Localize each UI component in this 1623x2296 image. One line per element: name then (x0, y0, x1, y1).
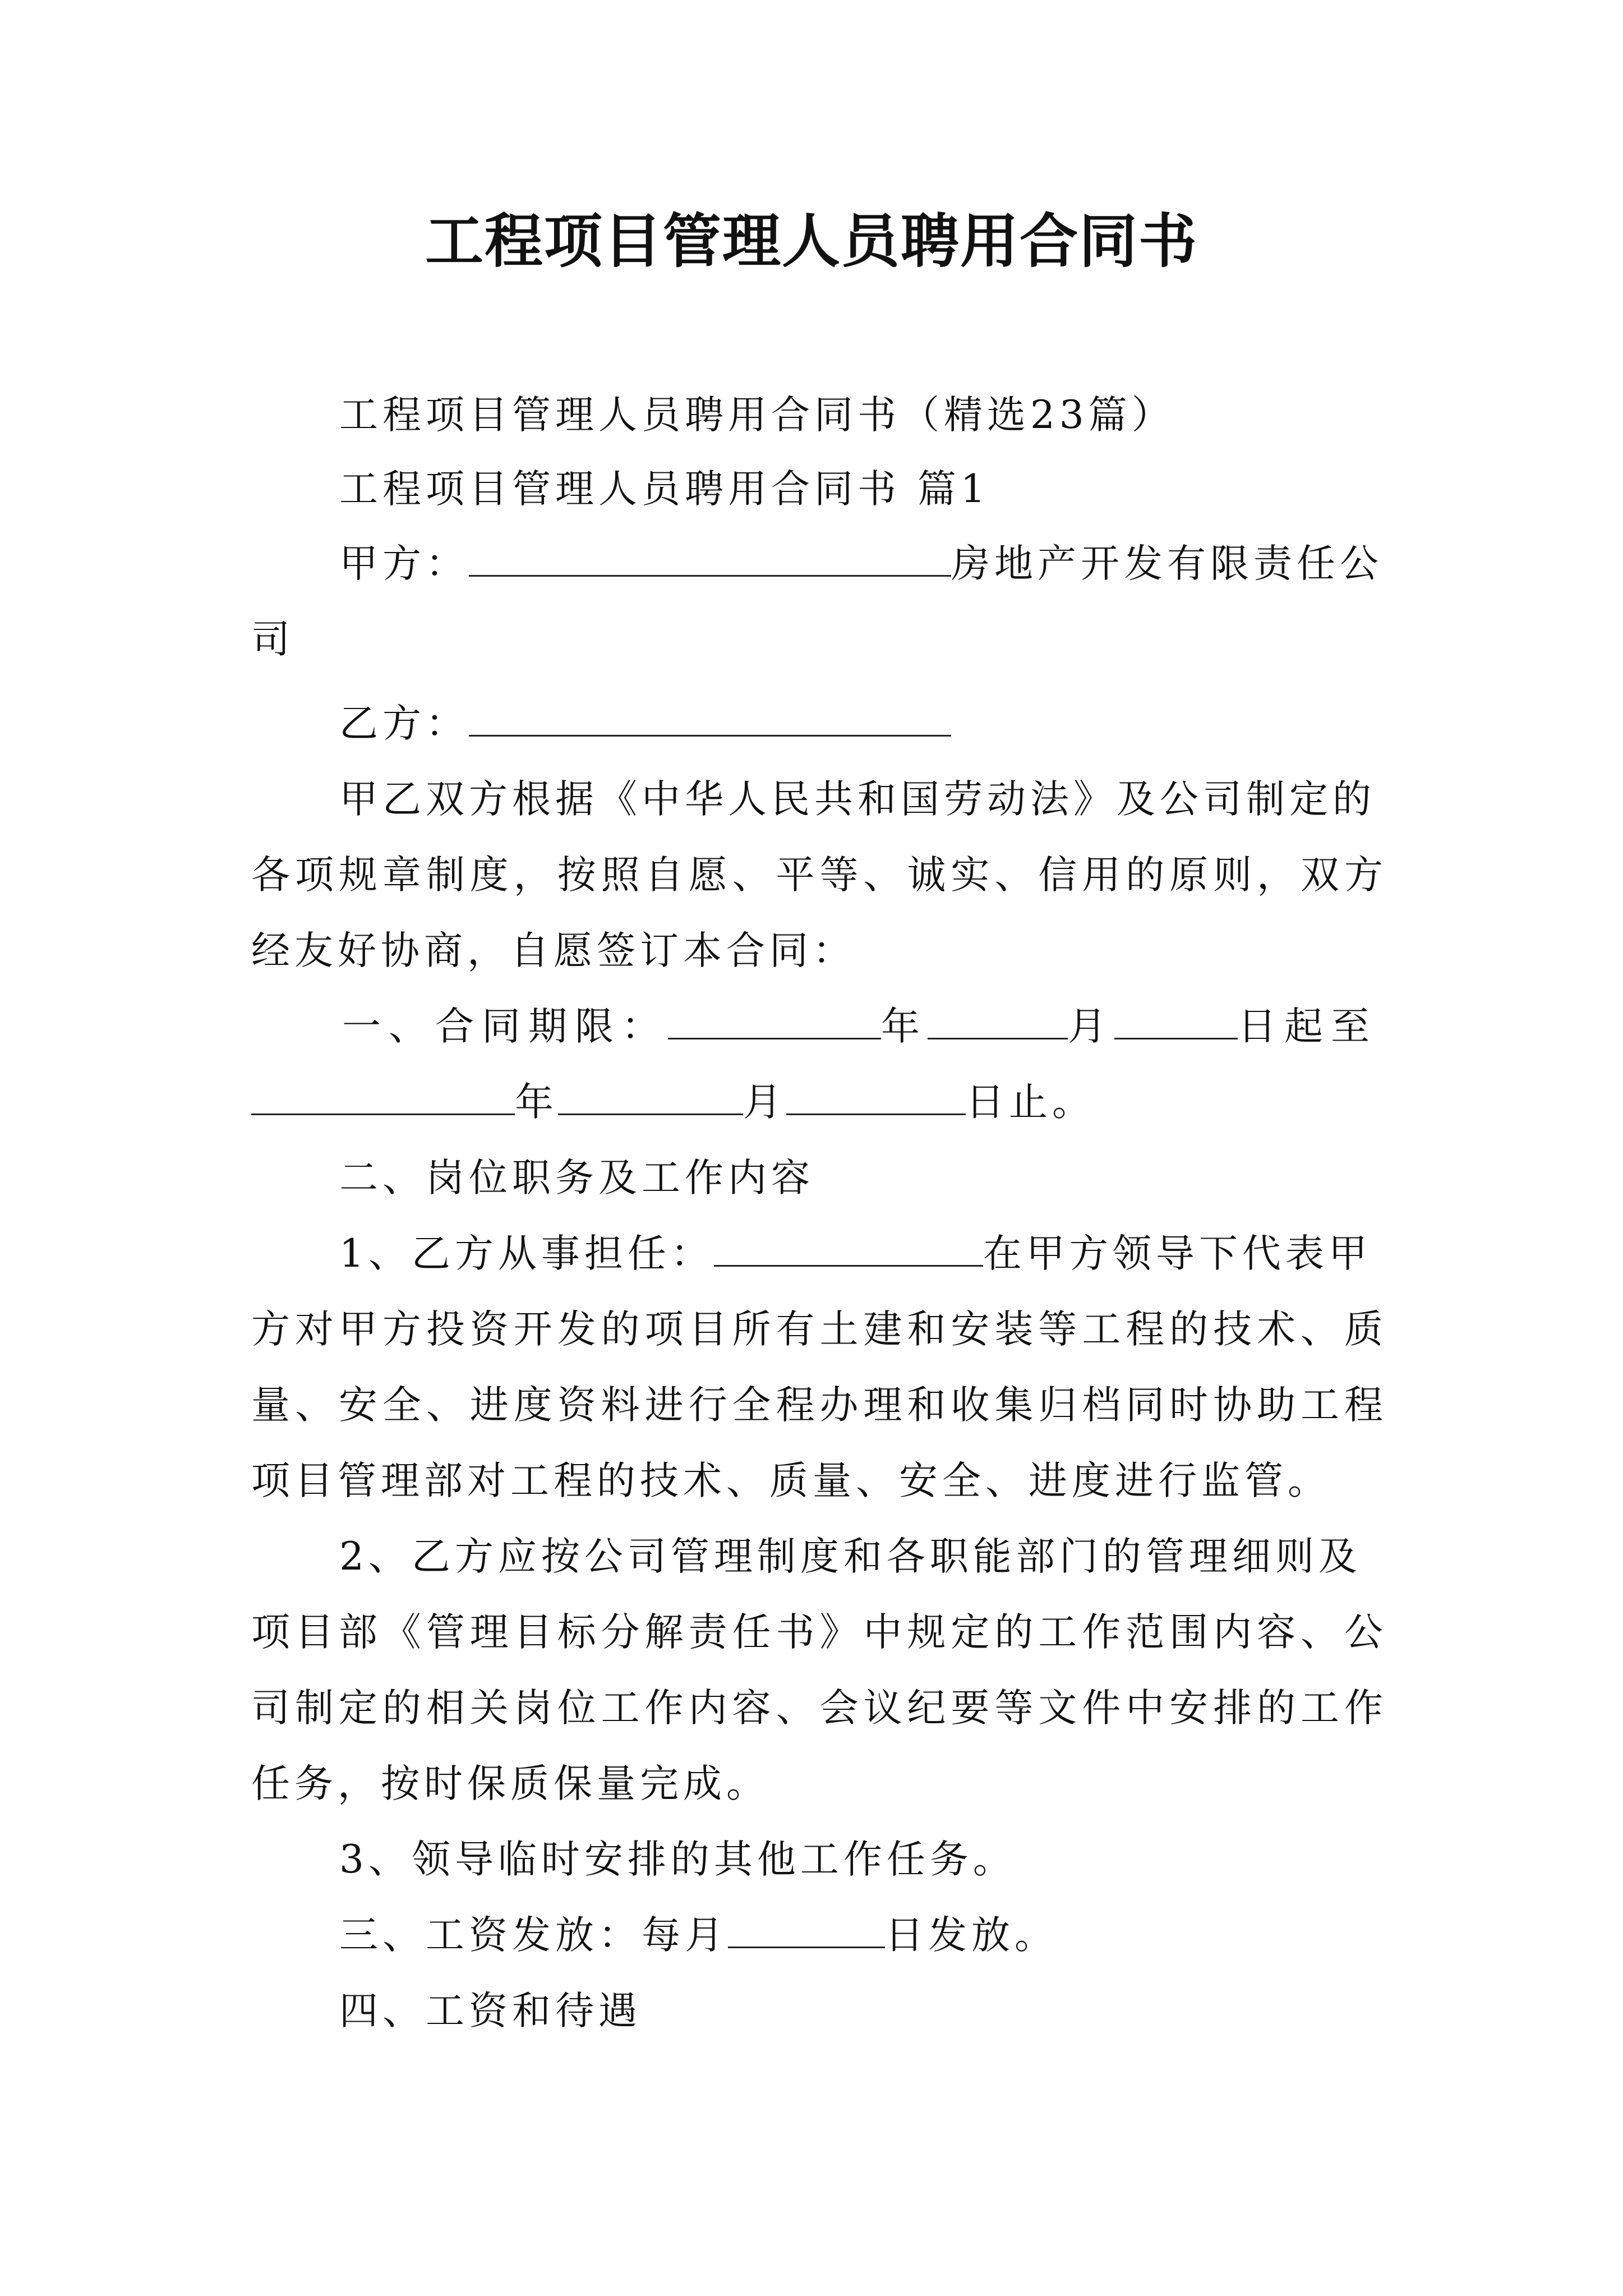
duty-1-line-1 (339, 1226, 1387, 1282)
duty-2-line-1: 2、乙方应按公司管理制度和各职能部门的管理细则及 (339, 1534, 1362, 1579)
section-heading: 工程项目管理人员聘用合同书 篇1 (339, 467, 990, 512)
end-year-blank (251, 1074, 515, 1115)
duty-2-line-2: 项目部《管理目标分解责任书》中规定的工作范围内容、公 (251, 1610, 1387, 1655)
contract-term-end-line (251, 1074, 1387, 1130)
end-day-blank (786, 1074, 966, 1115)
duty-1-prefix: 1、乙方从事担任： (339, 1231, 714, 1276)
start-day-blank (1114, 999, 1238, 1039)
pay-suffix: 日发放。 (885, 1913, 1058, 1958)
end-year-label: 年 (515, 1080, 558, 1125)
duty-1-line-2: 方对甲方投资开发的项目所有土建和安装等工程的技术、质 (251, 1307, 1387, 1352)
duty-2-line-4: 任务，按时保质保量完成。 (251, 1761, 769, 1806)
intro-line-2: 各项规章制度，按照自愿、平等、诚实、信用的原则，双方 (251, 853, 1387, 898)
end-month-blank (558, 1074, 743, 1115)
duties-heading: 二、岗位职务及工作内容 (339, 1156, 814, 1200)
party-b-blank (469, 696, 951, 737)
party-a-suffix: 房地产开发有限责任公 (951, 541, 1383, 586)
party-a-wrap: 司 (251, 617, 294, 662)
start-year-blank (668, 999, 881, 1039)
party-a-blank (469, 536, 951, 577)
end-month-label: 月 (743, 1080, 786, 1125)
pay-line (339, 1907, 1387, 1963)
position-blank (714, 1226, 983, 1267)
party-b-label: 乙方： (339, 701, 469, 746)
pay-prefix: 三、工资发放：每月 (339, 1913, 728, 1958)
duty-1-line-4: 项目管理部对工程的技术、质量、安全、进度进行监管。 (251, 1458, 1331, 1503)
intro-line-3: 经友好协商，自愿签订本合同： (251, 928, 856, 973)
start-month-label: 月 (1068, 1004, 1114, 1049)
duty-1-suffix: 在甲方领导下代表甲 (983, 1231, 1372, 1276)
wages-heading: 四、工资和待遇 (339, 1989, 642, 2033)
party-b-line (339, 696, 1387, 752)
duty-1-line-3: 量、安全、进度资料进行全程办理和收集归档同时协助工程 (251, 1383, 1387, 1428)
party-a-line (339, 536, 1387, 592)
document-subtitle: 工程项目管理人员聘用合同书（精选23篇） (339, 393, 1175, 438)
contract-term-line (342, 999, 1390, 1055)
pay-day-blank (728, 1907, 885, 1948)
party-a-label: 甲方： (339, 541, 469, 586)
start-day-label: 日起至 (1238, 1004, 1377, 1049)
end-day-label: 日止。 (966, 1080, 1095, 1125)
start-month-blank (928, 999, 1068, 1039)
intro-line-1: 甲乙双方根据《中华人民共和国劳动法》及公司制定的 (339, 777, 1376, 822)
duty-3: 3、领导临时安排的其他工作任务。 (339, 1837, 1016, 1882)
document-title: 工程项目管理人员聘用合同书 (425, 206, 1198, 275)
start-year-label: 年 (881, 1004, 928, 1049)
term-label: 一、合同期限： (342, 1004, 668, 1049)
duty-2-line-3: 司制定的相关岗位工作内容、会议纪要等文件中安排的工作 (251, 1686, 1387, 1731)
